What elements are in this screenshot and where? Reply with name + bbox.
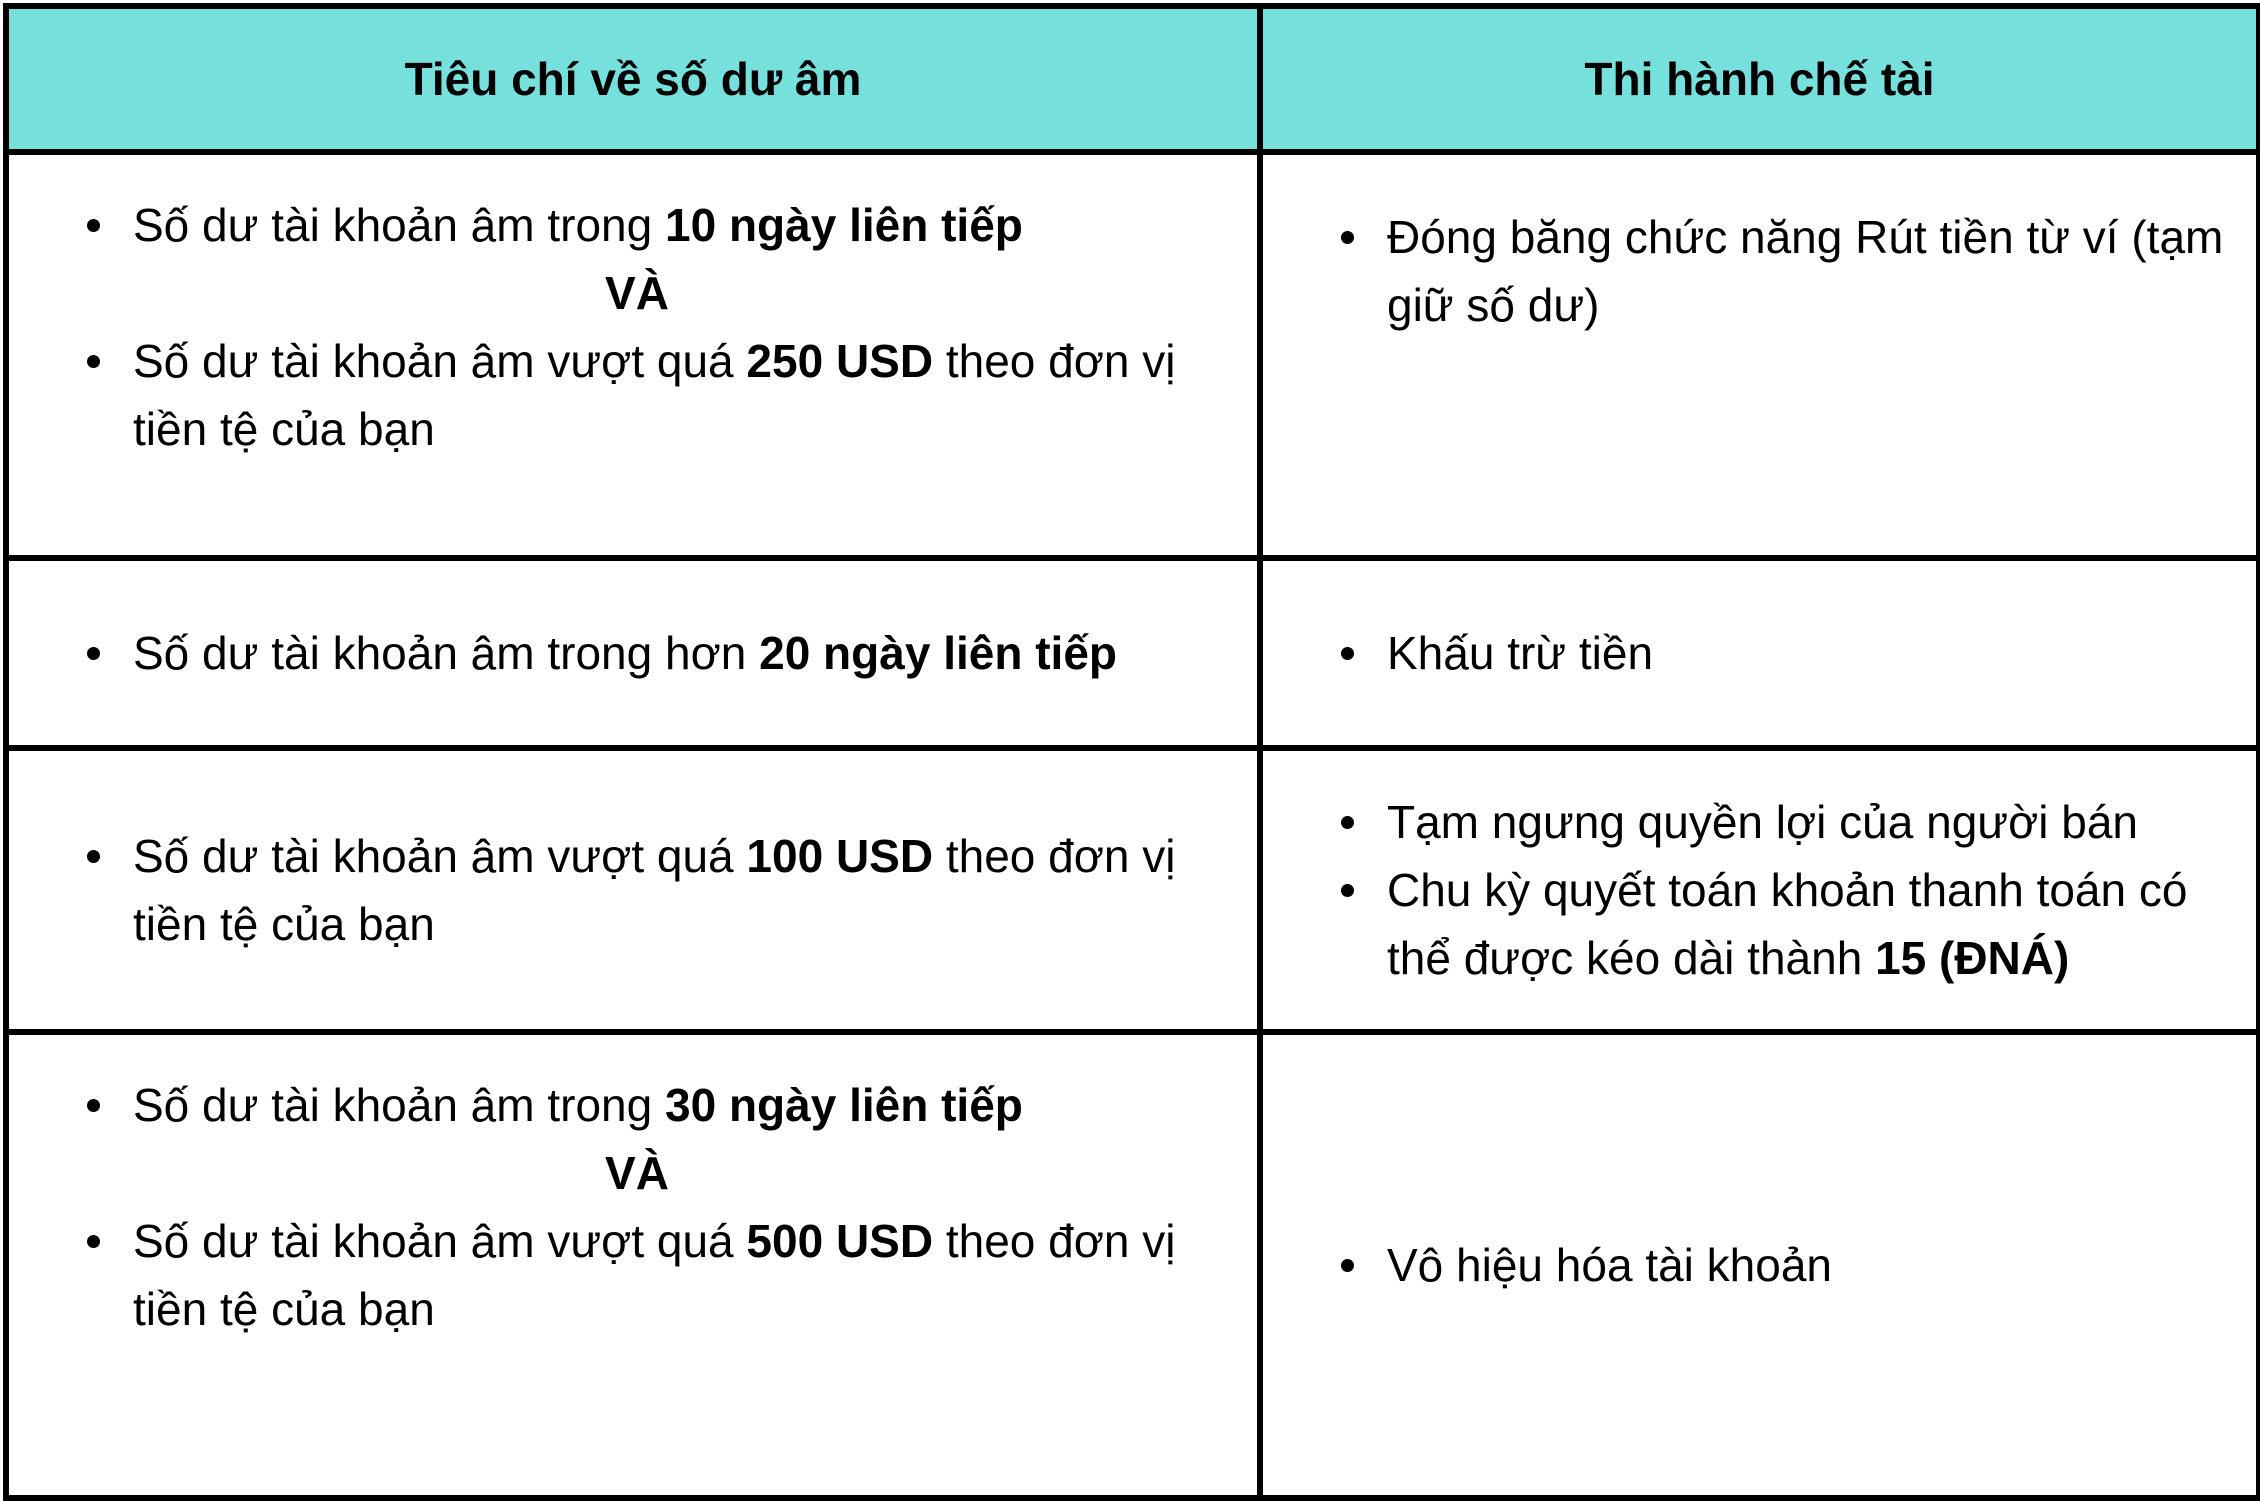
sanction-list (1341, 203, 2228, 339)
criteria-list (87, 1207, 1217, 1343)
criteria-list (87, 619, 1217, 687)
table-row (6, 748, 2259, 1032)
sanction-list (1341, 1231, 2228, 1299)
table-header-row (6, 6, 2259, 152)
criteria-cell (6, 152, 1260, 558)
criteria-item: Số dư tài khoản âm trong 30 ngày liên tiếp (87, 1071, 1217, 1139)
criteria-item: Số dư tài khoản âm vượt quá 250 USD theo đơn vị tiền tệ của bạn (87, 327, 1217, 463)
header-criteria: Tiêu chí về số dư âm (6, 6, 1260, 152)
header-sanctions: Thi hành chế tài (1260, 6, 2259, 152)
criteria-list (87, 1071, 1217, 1139)
sanction-item: Tạm ngưng quyền lợi của người bán (1341, 788, 2228, 856)
sanction-cell (1260, 152, 2259, 558)
table-row (6, 152, 2259, 558)
criteria-list (87, 327, 1217, 463)
sanction-item: Đóng băng chức năng Rút tiền từ ví (tạm giữ số dư) (1341, 203, 2228, 339)
table-row (6, 558, 2259, 748)
criteria-item: Số dư tài khoản âm vượt quá 500 USD theo đơn vị tiền tệ của bạn (87, 1207, 1217, 1343)
sanction-list (1341, 619, 2228, 687)
criteria-item: Số dư tài khoản âm trong hơn 20 ngày liên tiếp (87, 619, 1217, 687)
sanction-list (1341, 788, 2228, 992)
negative-balance-policy-table (3, 3, 2260, 1501)
criteria-item: Số dư tài khoản âm vượt quá 100 USD theo đơn vị tiền tệ của bạn (87, 822, 1217, 958)
criteria-list (87, 191, 1217, 259)
and-joiner: VÀ (605, 267, 669, 319)
sanction-cell (1260, 558, 2259, 748)
sanction-item: Chu kỳ quyết toán khoản thanh toán có thể được kéo dài thành 15 (ĐNÁ) (1341, 856, 2228, 992)
sanction-cell (1260, 1032, 2259, 1498)
criteria-list (87, 822, 1217, 958)
and-joiner: VÀ (605, 1147, 669, 1199)
sanction-cell (1260, 748, 2259, 1032)
sanction-item: Vô hiệu hóa tài khoản (1341, 1231, 2228, 1299)
sanction-item: Khấu trừ tiền (1341, 619, 2228, 687)
criteria-cell (6, 748, 1260, 1032)
criteria-cell (6, 558, 1260, 748)
criteria-cell (6, 1032, 1260, 1498)
criteria-item: Số dư tài khoản âm trong 10 ngày liên tiếp (87, 191, 1217, 259)
table-row (6, 1032, 2259, 1498)
